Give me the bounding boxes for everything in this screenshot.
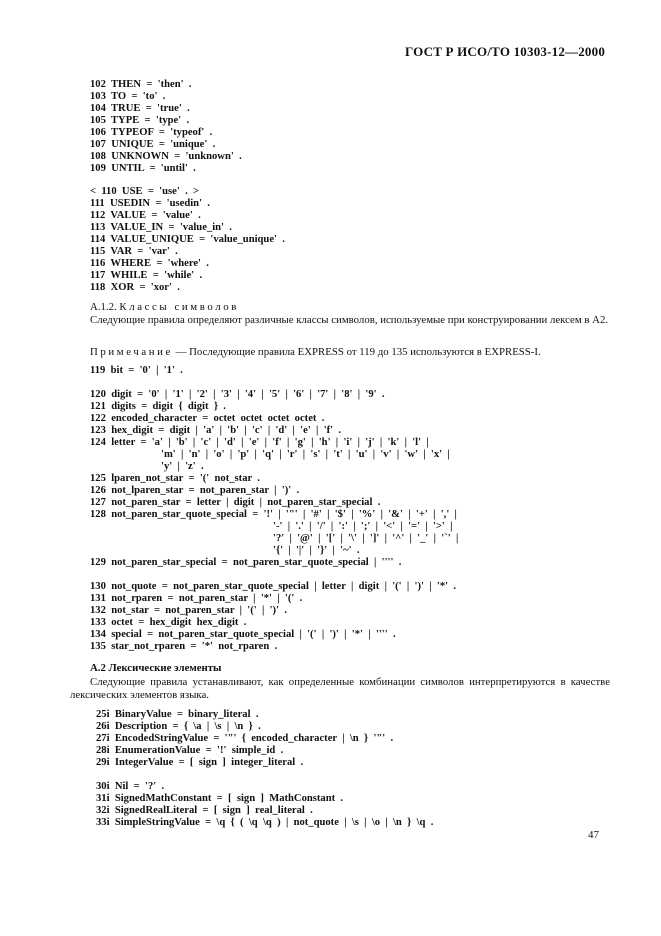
section-heading-a12: [90, 301, 239, 313]
rule-line: 103 TO = 'to' .: [90, 91, 166, 102]
rule-line: 132 not_star = not_paren_star | '(' | ')' .: [90, 605, 287, 616]
rule-line: 117 WHILE = 'while' .: [90, 270, 203, 281]
rule-line: 32i SignedRealLiteral = [ sign ] real_literal .: [96, 805, 313, 816]
rule-line: 108 UNKNOWN = 'unknown' .: [90, 151, 242, 162]
rule-line: 123 hex_digit = digit | 'a' | 'b' | 'c' | 'd' | 'e' | 'f' .: [90, 425, 342, 436]
rule-line: 133 octet = hex_digit hex_digit .: [90, 617, 247, 628]
rule-line: 126 not_lparen_star = not_paren_star | ')' .: [90, 485, 300, 496]
rule-line: 115 VAR = 'var' .: [90, 246, 178, 257]
rule-line: 29i IntegerValue = [ sign ] integer_literal .: [96, 757, 304, 768]
rule-line: 128 not_paren_star_quote_special = '!' | '"' | '#' | '$' | '%' | '&' | '+' | ',' |: [90, 509, 457, 520]
rule-line: 125 lparen_not_star = '(' not_star .: [90, 473, 260, 484]
rule-line: 28i EnumerationValue = '!' simple_id .: [96, 745, 284, 756]
section-number: А.1.2.: [90, 301, 117, 313]
rule-line: < 110 USE = 'use' . >: [90, 186, 200, 197]
rule-line: 119 bit = '0' | '1' .: [90, 365, 183, 376]
document-header: ГОСТ Р ИСО/ТО 10303-12—2000: [405, 44, 606, 59]
page-number: 47: [588, 829, 599, 841]
rule-continuation: 'm' | 'n' | 'o' | 'p' | 'q' | 'r' | 's' | 't' | 'u' | 'v' | 'w' | 'x' |: [161, 449, 450, 460]
rule-line: 104 TRUE = 'true' .: [90, 103, 190, 114]
rule-line: 120 digit = '0' | '1' | '2' | '3' | '4' | '5' | '6' | '7' | '8' | '9' .: [90, 389, 385, 400]
section-heading-a2: А.2 Лексические элементы: [90, 662, 222, 674]
rule-line: 102 THEN = 'then' .: [90, 79, 192, 90]
rule-line: 130 not_quote = not_paren_star_quote_special | letter | digit | '(' | ')' | '*' .: [90, 581, 457, 592]
rule-line: 27i EncodedStringValue = '"' { encoded_character | \n } '"' .: [96, 733, 394, 744]
rule-line: 129 not_paren_star_special = not_paren_star_quote_special | '''' .: [90, 557, 402, 568]
rule-continuation: '?' | '@' | '[' | '\' | ']' | '^' | '_' | '`' |: [273, 533, 459, 544]
rule-line: 112 VALUE = 'value' .: [90, 210, 201, 221]
rule-line: 31i SignedMathConstant = [ sign ] MathConstant .: [96, 793, 344, 804]
section-title: Классы символов: [119, 301, 239, 313]
rule-line: 107 UNIQUE = 'unique' .: [90, 139, 216, 150]
rule-line: 114 VALUE_UNIQUE = 'value_unique' .: [90, 234, 285, 245]
section-paragraph: Следующие правила определяют различные классы символов, используемые при конструировании лексем в А2.: [90, 314, 609, 326]
rule-line: 109 UNTIL = 'until' .: [90, 163, 196, 174]
rule-continuation: 'y' | 'z' .: [161, 461, 204, 472]
rule-line: 113 VALUE_IN = 'value_in' .: [90, 222, 232, 233]
rule-continuation: '{' | '|' | '}' | '~' .: [273, 545, 360, 556]
rule-line: 131 not_rparen = not_paren_star | '*' | '(' .: [90, 593, 303, 604]
rule-line: 26i Description = { \a | \s | \n } .: [96, 721, 261, 732]
rule-line: 135 star_not_rparen = '*' not_rparen .: [90, 641, 278, 652]
note-text: — Последующие правила EXPRESS от 119 до 135 используются в EXPRESS-I.: [172, 346, 541, 358]
rule-line: 121 digits = digit { digit } .: [90, 401, 226, 412]
rule-line: 118 XOR = 'xor' .: [90, 282, 180, 293]
rule-line: 33i SimpleStringValue = \q { ( \q \q ) | not_quote | \s | \o | \n } \q .: [96, 817, 434, 828]
rule-line: 116 WHERE = 'where' .: [90, 258, 209, 269]
rule-line: 30i Nil = '?' .: [96, 781, 165, 792]
rule-line: 134 special = not_paren_star_quote_special | '(' | ')' | '*' | '''' .: [90, 629, 396, 640]
note-label: Примечание: [90, 346, 173, 358]
rule-line: 127 not_paren_star = letter | digit | not_paren_star_special .: [90, 497, 381, 508]
rule-line: 111 USEDIN = 'usedin' .: [90, 198, 210, 209]
note: [90, 346, 541, 358]
rule-line: 106 TYPEOF = 'typeof' .: [90, 127, 213, 138]
rule-line: 105 TYPE = 'type' .: [90, 115, 190, 126]
rule-continuation: '-' | '.' | '/' | ':' | ';' | '<' | '=' | '>' |: [273, 521, 453, 532]
rule-line: 122 encoded_character = octet octet octet octet .: [90, 413, 325, 424]
rule-line: 124 letter = 'a' | 'b' | 'c' | 'd' | 'e' | 'f' | 'g' | 'h' | 'i' | 'j' | 'k' | 'l' |: [90, 437, 429, 448]
section-paragraph: Следующие правила устанавливают, как определенные комбинации символов интерпретируются в качестве лексических элементов языка.: [70, 676, 610, 701]
rule-line: 25i BinaryValue = binary_literal .: [96, 709, 259, 720]
